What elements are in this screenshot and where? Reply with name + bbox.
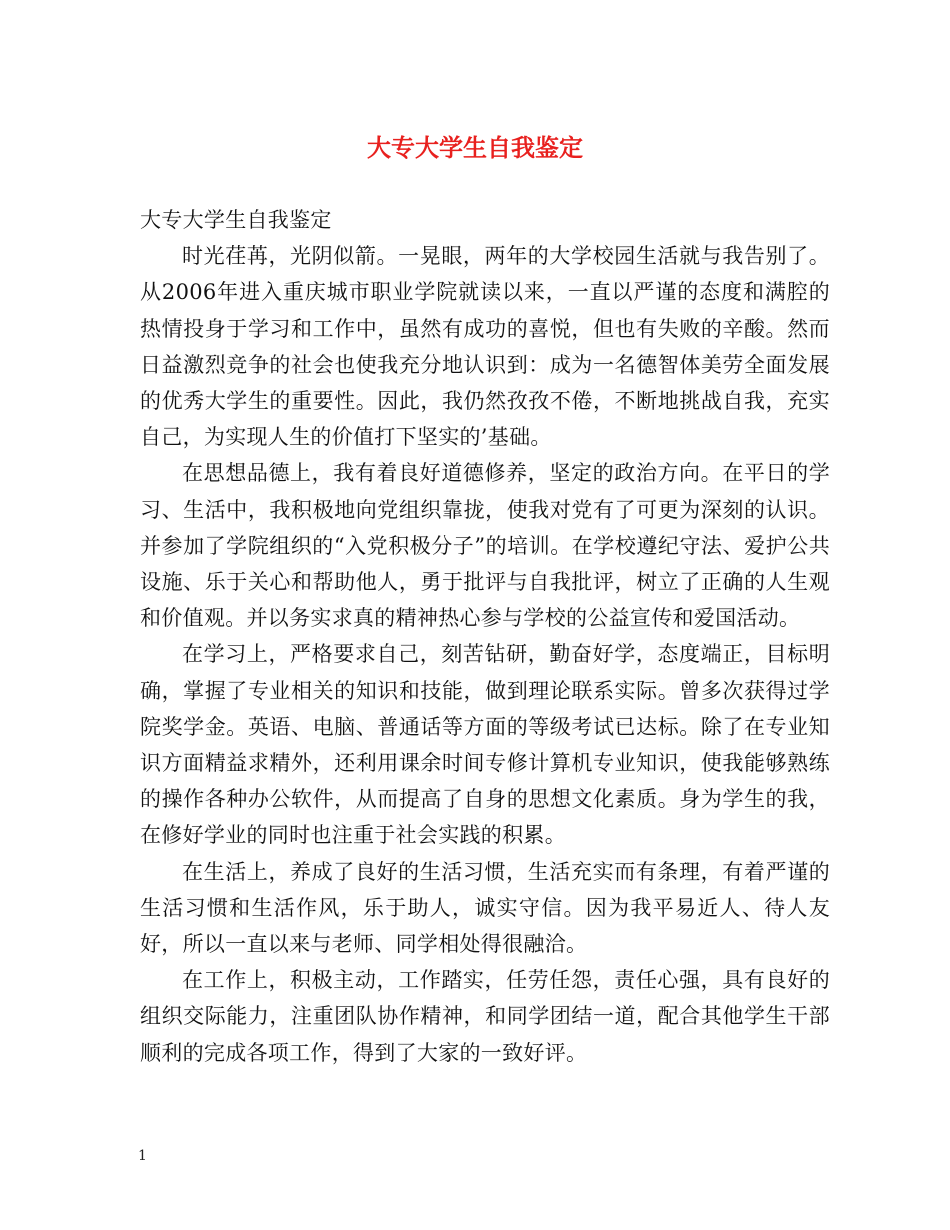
page-number: 1 bbox=[138, 1148, 147, 1164]
paragraph-life: 在生活上，养成了良好的生活习惯，生活充实而有条理，有着严谨的生活习惯和生活作风，乐于助人，诚实守信。因为我平易近人、待人友好，所以一直以来与老师、同学相处得很融洽。 bbox=[140, 859, 830, 957]
document-title: 大专大学生自我鉴定 bbox=[367, 133, 583, 162]
paragraph-study: 在学习上，严格要求自己，刻苦钻研，勤奋好学，态度端正，目标明确，掌握了专业相关的知识和技能，做到理论联系实际。曾多次获得过学院奖学金。英语、电脑、普通话等方面的等级考试已达标。除了在专业知识方面精益求精外，还利用课余时间专修计算机专业知识，使我能够熟练的操作各种办公软件，从而提高了自身的思想文化素质。身为学生的我，在修好学业的同时也注重于社会实践的积累。 bbox=[140, 642, 830, 848]
paragraph-intro: 时光荏苒，光阴似箭。一晃眼，两年的大学校园生活就与我告别了。从2006年进入重庆城市职业学院就读以来，一直以严谨的态度和满腔的热情投身于学习和工作中，虽然有成功的喜悦，但也有失败的辛酸。然而日益激烈竞争的社会也使我充分地认识到：成为一名德智体美劳全面发展的优秀大学生的重要性。因此，我仍然孜孜不倦，不断地挑战自我，充实自己，为实现人生的价值打下坚实的’基础。 bbox=[140, 244, 830, 450]
paragraph-work: 在工作上，积极主动，工作踏实，任劳任怨，责任心强，具有良好的组织交际能力，注重团队协作精神，和同学团结一道，配合其他学生干部顺利的完成各项工作，得到了大家的一致好评。 bbox=[140, 968, 830, 1065]
document-heading-line: 大专大学生自我鉴定 bbox=[140, 208, 332, 232]
document-body bbox=[140, 202, 830, 1071]
paragraph-ideology: 在思想品德上，我有着良好道德修养，坚定的政治方向。在平日的学习、生活中，我积极地向党组织靠拢，使我对党有了可更为深刻的认识。并参加了学院组织的“入党积极分子”的培训。在学校遵纪守法、爱护公共设施、乐于关心和帮助他人，勇于批评与自我批评，树立了正确的人生观和价值观。并以务实求真的精神热心参与学校的公益宣传和爱国活动。 bbox=[140, 461, 830, 631]
